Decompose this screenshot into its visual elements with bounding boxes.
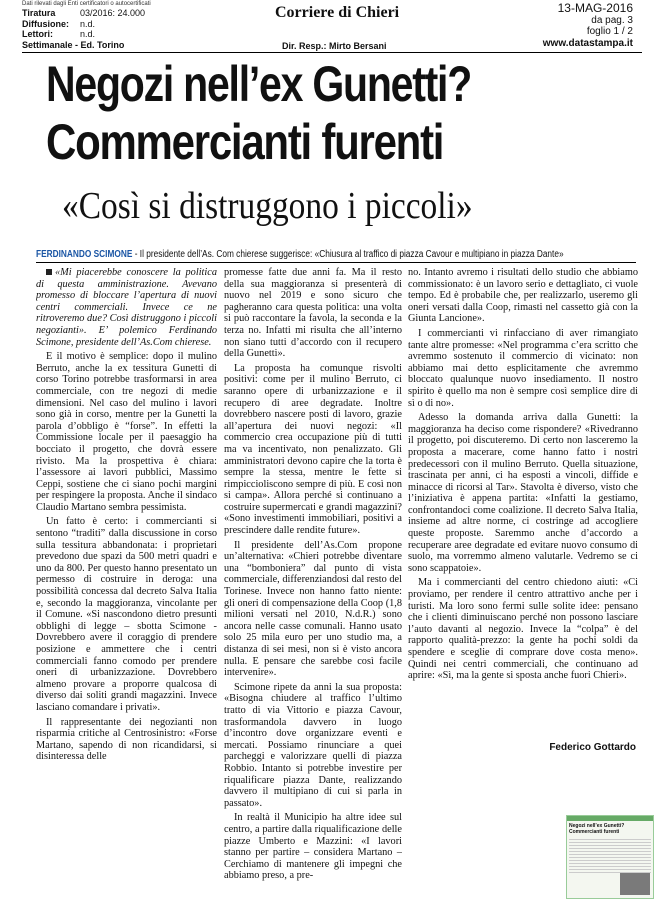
header-divider [22, 52, 642, 53]
lettori-label: Lettori: [22, 29, 53, 39]
page-thumbnail [566, 815, 654, 899]
paragraph: Il rappresentante dei negozianti non risparmia critiche al Centrosinistro: «Forse Martano, sapendo di non ricandidarsi, si disinteressa delle [36, 716, 217, 763]
paragraph: In realtà il Municipio ha altre idee sul centro, a partire dalla riqualificazione delle piazze Umberto e Mazzini: «I lavori stanno per partire – considera Martano – Cerchiamo di mantenere gli impegni che abbiamo preso, a pre- [224, 812, 402, 882]
circulation-info [22, 0, 151, 50]
issue-date: 13-MAG-2016 [557, 1, 633, 15]
thumbnail-text-lines [569, 839, 651, 873]
paragraph: no. Intanto avremo i risultati dello studio che abbiamo commissionato: è un lavoro serio e dettagliato, ci vuole tempo. Ed è probabile che, per realizzarlo, useremo gli oneri versati dalla Coop, rimasti nel cassetto già con la Giunta Lancione». [408, 267, 638, 325]
headline-line-2: Commercianti furenti [46, 114, 444, 170]
byline [36, 249, 564, 260]
paragraph: I commercianti vi rinfacciano di aver rimangiato tante altre promesse: «Nel programma c’era scritto che avremmo sostenuto il commercio di vicinato: non abbiamo mai detto esplicitamente che avremmo bloccato qualunque nuovo insediamento. Il nostro spirito è quello ma non è sempre così semplice dire di sì o di no». [408, 327, 638, 409]
square-bullet-icon [46, 269, 52, 275]
thumbnail-title: Negozi nell’ex Gunetti? Commercianti furenti [569, 823, 625, 835]
paragraph: Il presidente dell’As.Com propone un’alternativa: «Chieri potrebbe diventare una “bomboniera” dal punto di vista commerciale, differenziandosi dal resto del Torinese. Invece non hanno fatto niente: gli oneri di compensazione della Coop (1,8 milioni versati nel 2010, N.d.R.) sono ancora nelle casse comunali. Hanno usato solo 25 mila euro per uno studio ma, a distanza di sei mesi, non si è visto ancora nulla. E pensare che sarebbe così facile intervenire». [224, 539, 402, 679]
source-note: Dati rilevati dagli Enti certificatori o autocertificati [22, 1, 151, 7]
publication-name: Corriere di Chieri [275, 4, 400, 21]
page-ref: da pag. 3 [591, 14, 633, 26]
paragraph: Scimone ripete da anni la sua proposta: «Bisogna chiudere al traffico l’ultimo tratto di via Vittorio e piazza Cavour, trasformandola davvero in luogo d’incontro dove organizzare eventi e mercati. Possiamo rinunciare a quei parcheggi e valorizzare quelli di piazza Robbio. Intanto si potrebbe investire per riqualificare piazza Dante, realizzando davvero il multipiano di cui si parla in passato». [224, 681, 402, 809]
paragraph: promesse fatte due anni fa. Ma il resto della sua maggioranza si presenterà di nuovo nel 2019 e sono sicuro che pagheranno cara questa politica: una volta si può raccontare la favola, la seconda e la terza no. Infatti mi risulta che all’interno non siano tutti d’accordo con il recupero della Gunetti». [224, 267, 402, 360]
edition: Settimanale - Ed. Torino [22, 39, 125, 50]
site-link[interactable]: www.datastampa.it [542, 37, 633, 49]
lettori-value: n.d. [80, 29, 96, 39]
signature: Federico Gottardo [549, 742, 636, 753]
sheet-ref: foglio 1 / 2 [586, 26, 633, 37]
paragraph: «Mi piacerebbe conoscere la politica di questa amministrazione. Avevano promesso di bloccare l’apertura di nuovi centri commerciali. Invece ce ne ritroveremo due? Così distruggono i piccoli negozianti». E’ polemico Ferdinando Scimone, presidente dell’As.Com chierese. [36, 267, 217, 348]
author-name: FERDINANDO SCIMONE [36, 249, 133, 260]
tiratura-label: Tiratura [22, 8, 56, 18]
paragraph: Adesso la domanda arriva dalla Gunetti: la maggioranza ha deciso come rispondere? «Rivedranno il progetto, poi discuteremo. Di certo non lasceremo la proposta a macerare, come hanno fatto i nostri predecessori con il mulino Berruto. Quella situazione, trascinata per anni, ci ha esposti a vincoli, diffide e minacce di ricorsi al Tar». Stavolta è diverso, visto che l’iniziativa è appena partita: «Infatti la gestiamo, confrontandoci come coalizione. Il decreto Salva Italia, insieme ad altre norme, ci costringe ad accogliere queste proposte. Saremmo anche d’accordo a recuperare aree degradate ed evitare nuovo consumo di suolo, ma vorremmo almeno valutarle. Vedremo se ci sono scappatoie». [408, 412, 638, 574]
paragraph: Un fatto è certo: i commercianti si sentono “traditi” dalla discussione in corso sulla tessitura abbandonata: i proprietari prevedono due spazi da 500 metri quadri e uno da 800. Per questo hanno presentato un permesso di costruire in deroga: una possibilità concessa dal decreto Salva Italia e, secondo la maggioranza, vincolante per il Comune. «Si nascondono dietro presunti obblighi di legge – sbotta Scimone - Dovrebbero avere il coraggio di prendere posizione e ammettere che i centri commerciali fanno comodo per prendere oneri di urbanizzazione. Dovrebbero almeno provare a proporre qualcosa di diverso dai soliti grandi magazzini. Invece lasciano comandare i privati». [36, 516, 217, 713]
article-column-1 [36, 267, 217, 901]
diffusione-value: n.d. [80, 18, 96, 29]
diffusione-label: Diffusione: [22, 18, 69, 29]
tiratura-value: 03/2016: 24.000 [80, 8, 146, 18]
article-column-2 [224, 267, 402, 901]
director: Dir. Resp.: Mirto Bersani [282, 41, 387, 51]
article-column-3 [408, 267, 638, 737]
paragraph: E il motivo è semplice: dopo il mulino Berruto, anche la ex tessitura Gunetti di corso Torino potrebbe trasformarsi in area commerciale, con tre negozi di medie dimensioni. Nel caso del mulino i lavori sono già in corso, mentre per la Gunetti la parola d’obbligo è “forse”. In effetti la Commissione locale per il paesaggio ha bocciato il progetto, che dovrà essere rivisto. Ma la prospettiva è chiara: l’assessore ai lavori pubblici, Massimo Ceppi, sostiene che ci siano pochi margini per respingere la proposta. Anche il sindaco Claudio Martano sembra pessimista. [36, 351, 217, 513]
byline-divider [36, 262, 636, 263]
headline-line-1: Negozi nell’ex Gunetti? [46, 56, 472, 112]
thumbnail-photo [620, 873, 650, 895]
subheadline: - Il presidente dell’As. Com chierese suggerisce: «Chiusura al traffico di piazza Cavour e multipiano in piazza Dante» [132, 249, 564, 260]
paragraph: La proposta ha comunque risvolti positivi: come per il mulino Berruto, ci saranno opere di urbanizzazione e il recupero di aree degradate. Inoltre dovrebbero nascere posti di lavoro, grazie all’apertura dei nuovi negozi: «Il commercio crea occupazione più di tutti ma va incentivato, non penalizzato. Gli amministratori devono capire che la torta è sempre la stessa, mentre le fette si rimpiccioliscono sempre di più. E così non si campa». Allora perché si continuano a costruire supermercati e grandi magazzini? «Sono investimenti immobiliari, positivi a prescindere dalle rendite future». [224, 362, 402, 537]
page-info [543, 3, 633, 49]
paragraph: Ma i commercianti del centro chiedono aiuti: «Ci proviamo, per rendere il centro attrattivo anche per i turisti. Ma loro sono fermi sulle solite idee: pensano che i clienti diminuiscano perché non possono lasciare l’auto davanti al negozio. Invece la “colpa” è del rapporto qualità-prezzo: la gente ha pochi soldi da spendere e sceglie di comprare dove costa meno». Quindi nei centri commerciali, che continuano ad aprire: «Sì, ma la gente si sposta anche fuori Chieri». [408, 577, 638, 682]
press-header [0, 0, 665, 52]
headline-quote: «Così si distruggono i piccoli» [62, 185, 473, 227]
